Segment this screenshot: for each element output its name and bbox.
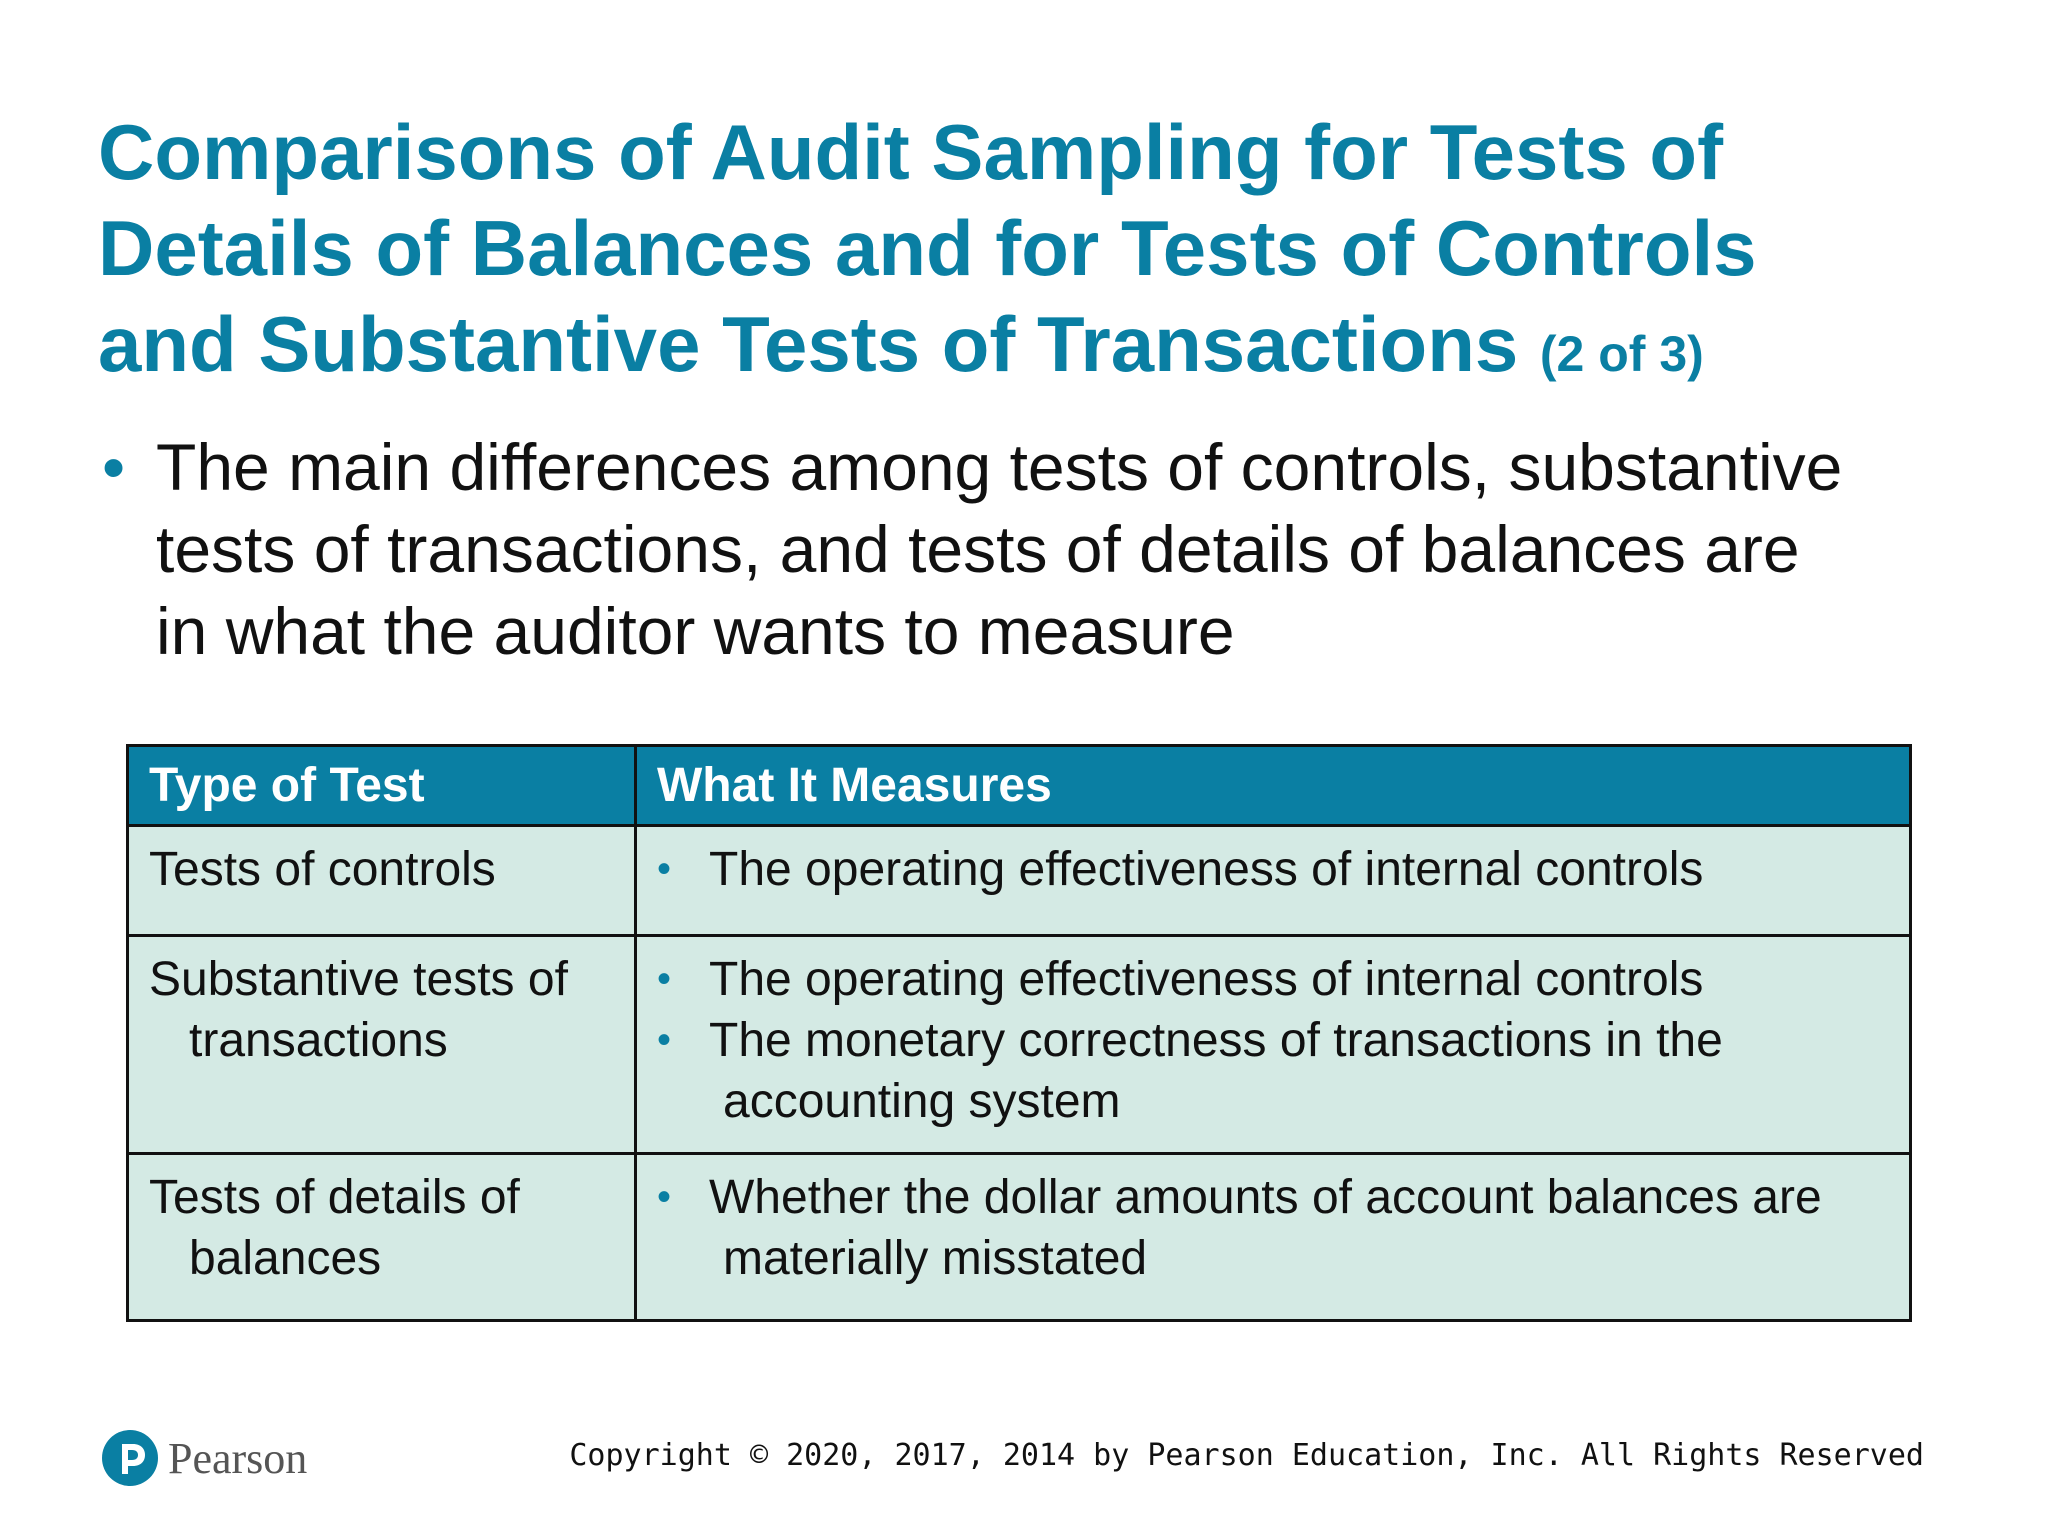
header-type-of-test: Type of Test: [128, 746, 636, 826]
bullet-marker: •: [657, 1018, 672, 1062]
measures-cell: [636, 826, 1911, 936]
bullet-marker: •: [657, 957, 672, 1001]
measures-cell: [636, 936, 1911, 1154]
measure-item: [657, 949, 1889, 1010]
table-row: [128, 936, 1911, 1154]
pearson-logo: [102, 1430, 307, 1486]
header-what-it-measures: What It Measures: [636, 746, 1911, 826]
measure-text: [709, 949, 1889, 1010]
measure-line: The monetary correctness of transactions in the: [709, 1014, 1723, 1067]
bullet-marker: •: [102, 430, 126, 504]
bullet-marker: •: [657, 847, 672, 891]
type-label: Tests of details of balances: [149, 1171, 520, 1285]
measure-line: The operating effectiveness of internal controls: [709, 953, 1704, 1006]
type-cell: [128, 936, 636, 1154]
type-cell: [128, 1154, 636, 1321]
measure-text: [709, 839, 1889, 900]
title-line-3: [98, 296, 1958, 402]
pearson-wordmark: Pearson: [168, 1433, 308, 1483]
measure-item: [657, 1167, 1889, 1289]
measure-line-wrap: materially misstated: [723, 1232, 1148, 1285]
measures-cell: [636, 1154, 1911, 1321]
pearson-logo-icon: [102, 1430, 158, 1486]
measure-line: The operating effectiveness of internal controls: [709, 843, 1704, 896]
type-label: Tests of controls: [149, 843, 496, 896]
slide-part-indicator: (2 of 3): [1539, 326, 1704, 382]
bullet-marker: •: [657, 1175, 672, 1219]
intro-line-1: The main differences among tests of controls, substantive: [156, 430, 1843, 504]
type-label: Substantive tests of transactions: [149, 953, 568, 1067]
measure-text: [709, 1010, 1889, 1132]
table-row: [128, 826, 1911, 936]
measure-line-wrap: accounting system: [723, 1075, 1121, 1128]
comparison-table: [126, 744, 1912, 1322]
title-line-1: Comparisons of Audit Sampling for Tests of: [98, 108, 1724, 196]
measure-line: Whether the dollar amounts of account balances are: [709, 1171, 1822, 1224]
intro-line-3: in what the auditor wants to measure: [156, 594, 1235, 668]
title-line-2: Details of Balances and for Tests of Controls: [98, 204, 1757, 292]
intro-text: [156, 426, 1956, 672]
measure-item: [657, 839, 1889, 900]
slide-title: [98, 104, 1958, 402]
measure-item: [657, 1010, 1889, 1132]
table-row: [128, 1154, 1911, 1321]
measure-text: [709, 1167, 1889, 1289]
type-cell: [128, 826, 636, 936]
table-header-row: [128, 746, 1911, 826]
copyright-notice: Copyright © 2020, 2017, 2014 by Pearson Education, Inc. All Rights Reserved: [569, 1438, 1924, 1473]
title-line-3-text: and Substantive Tests of Transactions: [98, 300, 1519, 388]
intro-line-2: tests of transactions, and tests of details of balances are: [156, 512, 1800, 586]
